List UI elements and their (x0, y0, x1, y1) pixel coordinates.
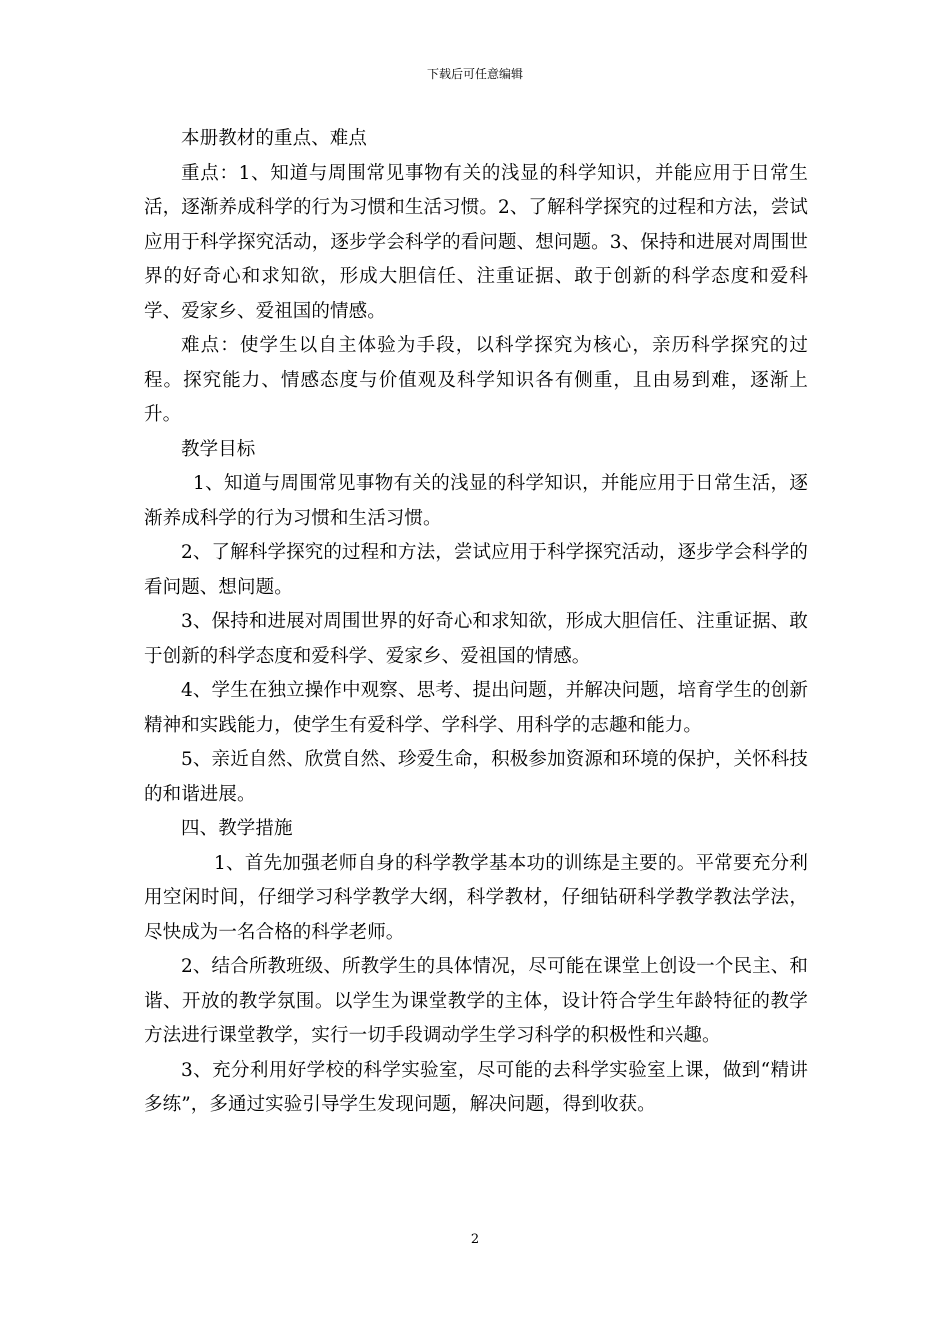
difficulty-paragraph: 难点：使学生以自主体验为手段，以科学探究为核心，亲历科学探究的过程。探究能力、情感态度与价值观及科学知识各有侧重，且由易到难，逐渐上升。 (144, 335, 808, 425)
measure-item-1: 1、首先加强老师自身的科学教学基本功的训练是主要的。平常要充分利用空闲时间，仔细学习科学教学大纲，科学教材，仔细钻研科学教学教法学法，尽快成为一名合格的科学老师。 (144, 852, 808, 943)
focus-paragraph: 重点：1、知道与周围常见事物有关的浅显的科学知识，并能应用于日常生活，逐渐养成科学的行为习惯和生活习惯。2、了解科学探究的过程和方法，尝试应用于科学探究活动，逐步学会科学的看问题、想问题。3、保持和进展对周围世界的好奇心和求知欲，形成大胆信任、注重证据、敢于创新的科学态度和爱科学、爱家乡、爱祖国的情感。 (144, 162, 808, 322)
measure-item-3: 3、充分利用好学校的科学实验室，尽可能的去科学实验室上课，做到“精讲多练”，多通过实验引导学生发现问题，解决问题，得到收获。 (144, 1059, 808, 1115)
goal-item-2: 2、了解科学探究的过程和方法，尝试应用于科学探究活动，逐步学会科学的看问题、想问题。 (144, 542, 808, 598)
page-header: 下载后可任意编辑 (426, 67, 523, 81)
goal-item-4: 4、学生在独立操作中观察、思考、提出问题，并解决问题，培育学生的创新精神和实践能力，使学生有爱科学、学科学、用科学的志趣和能力。 (144, 680, 808, 736)
goal-item-3: 3、保持和进展对周围世界的好奇心和求知欲，形成大胆信任、注重证据、敢于创新的科学态度和爱科学、爱家乡、爱祖国的情感。 (144, 611, 808, 667)
goal-item-5: 5、亲近自然、欣赏自然、珍爱生命，积极参加资源和环境的保护，关怀科技的和谐进展。 (144, 749, 808, 805)
document-body (144, 122, 808, 1123)
focus-title: 本册教材的重点、难点 (181, 128, 368, 149)
page-number: 2 (470, 1232, 480, 1247)
goal-item-1: 1、知道与周围常见事物有关的浅显的科学知识，并能应用于日常生活，逐渐养成科学的行为习惯和生活习惯。 (144, 473, 808, 529)
measures-title: 四、教学措施 (181, 818, 293, 839)
goals-title: 教学目标 (181, 438, 256, 460)
measure-item-2: 2、结合所教班级、所教学生的具体情况，尽可能在课堂上创设一个民主、和谐、开放的教学氛围。以学生为课堂教学的主体，设计符合学生年龄特征的教学方法进行课堂教学，实行一切手段调动学生学习科学的积极性和兴趣。 (144, 956, 808, 1046)
